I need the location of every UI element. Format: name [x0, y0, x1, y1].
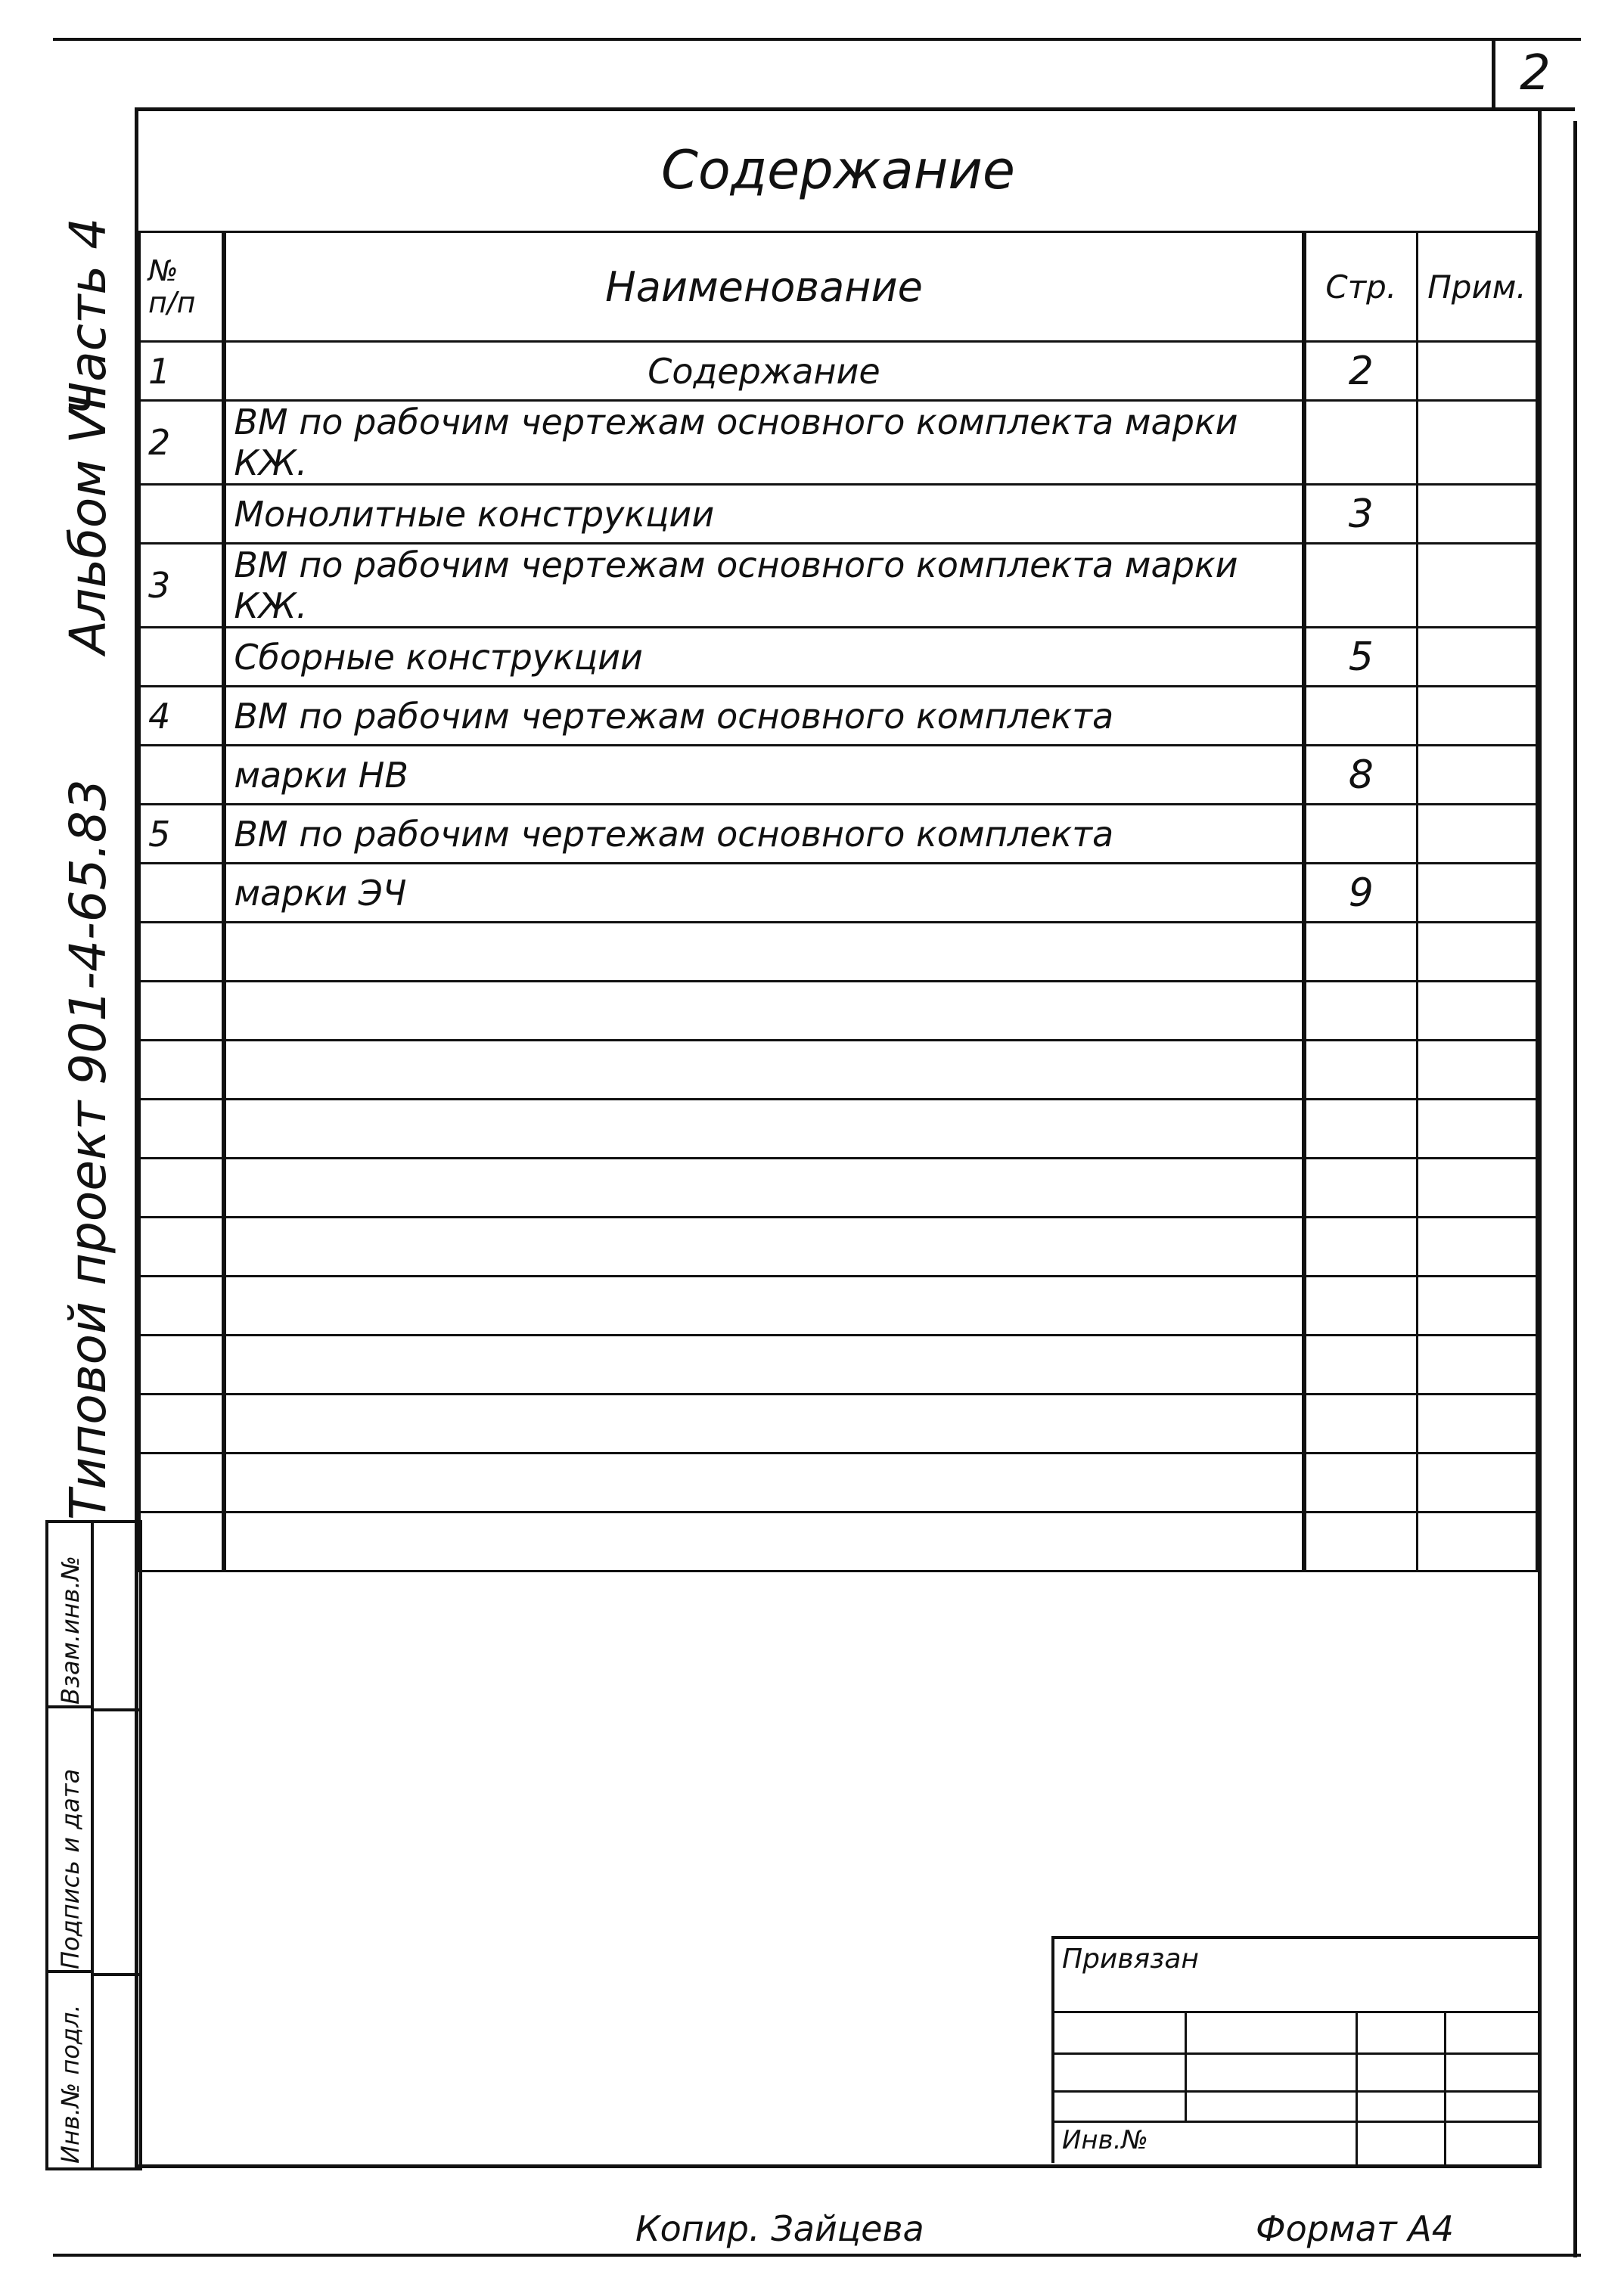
row-name: Содержание	[224, 342, 1303, 401]
title-block-line	[1356, 2011, 1358, 2166]
title-block-line	[1054, 2090, 1539, 2093]
table-row	[140, 1454, 1537, 1513]
table-row	[140, 342, 1537, 401]
table-row	[140, 805, 1537, 864]
row-page	[1304, 1041, 1418, 1100]
stamp-cell-inv-podl	[48, 1973, 94, 2167]
row-name	[224, 1277, 1303, 1336]
table-row	[140, 923, 1537, 982]
row-note	[1418, 1513, 1537, 1572]
row-num: 3	[140, 544, 225, 628]
row-page	[1304, 1159, 1418, 1218]
page-title: Содержание	[661, 139, 1015, 201]
table-row	[140, 401, 1537, 485]
title-block	[1051, 1936, 1538, 2163]
row-note	[1418, 746, 1537, 805]
row-page	[1304, 1395, 1418, 1454]
table-row	[140, 1277, 1537, 1336]
row-page	[1304, 1513, 1418, 1572]
row-page	[1304, 401, 1418, 485]
row-num	[140, 1041, 225, 1100]
format-label: Формат А4	[1256, 2208, 1454, 2249]
sheet-right-border	[1573, 121, 1577, 2257]
sheet-number-box	[1492, 39, 1575, 111]
table-row	[140, 982, 1537, 1041]
row-name	[224, 1336, 1303, 1395]
table-row	[140, 628, 1537, 687]
header-note: Прим.	[1418, 232, 1537, 342]
row-name	[224, 1041, 1303, 1100]
row-name	[224, 1159, 1303, 1218]
row-note	[1418, 1454, 1537, 1513]
row-num	[140, 628, 225, 687]
row-num	[140, 864, 225, 923]
table-row	[140, 1218, 1537, 1277]
row-note	[1418, 1218, 1537, 1277]
table-row	[140, 1336, 1537, 1395]
row-note	[1418, 982, 1537, 1041]
stamp-cell-sign-date	[48, 1708, 94, 1973]
row-num	[140, 982, 225, 1041]
title-block-line	[1054, 2011, 1539, 2013]
title-block-line	[1054, 2121, 1539, 2123]
row-page	[1304, 1277, 1418, 1336]
table-row	[140, 1395, 1537, 1454]
contents-table-body	[140, 342, 1537, 1572]
table-row	[140, 687, 1537, 746]
row-name: марки НВ	[224, 746, 1303, 805]
row-num	[140, 1100, 225, 1159]
sheet-bottom-border	[53, 2254, 1581, 2257]
row-name	[224, 923, 1303, 982]
title-block-line	[1054, 2052, 1539, 2055]
table-row	[140, 485, 1537, 544]
row-page	[1304, 1454, 1418, 1513]
header-name: Наименование	[224, 232, 1303, 342]
title-block-line	[1444, 2011, 1446, 2166]
title-block-privyazan: Привязан	[1062, 1944, 1199, 1975]
row-page	[1304, 1100, 1418, 1159]
table-row	[140, 1041, 1537, 1100]
row-num	[140, 1513, 225, 1572]
row-page	[1304, 687, 1418, 746]
row-note	[1418, 923, 1537, 982]
row-name: ВМ по рабочим чертежам основного комплекта	[224, 805, 1303, 864]
row-page	[1304, 805, 1418, 864]
stamp-divider	[94, 1708, 139, 1711]
row-name: Монолитные конструкции	[224, 485, 1303, 544]
table-header-row	[140, 232, 1537, 342]
contents-table	[138, 231, 1538, 1572]
row-note	[1418, 342, 1537, 401]
row-page: 3	[1304, 485, 1418, 544]
row-page	[1304, 544, 1418, 628]
side-project-title: Типовой проект 901-4-65.83	[59, 779, 117, 1520]
row-page	[1304, 1218, 1418, 1277]
row-note	[1418, 544, 1537, 628]
row-name: ВМ по рабочим чертежам основного комплекта марки КЖ.	[224, 544, 1303, 628]
row-page	[1304, 923, 1418, 982]
row-page: 8	[1304, 746, 1418, 805]
stamp-strip	[45, 1520, 142, 2170]
stamp-inv-podl-label: Инв.№ подл.	[56, 2004, 85, 2164]
row-num	[140, 485, 225, 544]
table-row	[140, 1159, 1537, 1218]
row-name	[224, 1513, 1303, 1572]
stamp-sign-date-label: Подпись и дата	[56, 1768, 85, 1969]
copy-signature: Копир. Зайцева	[635, 2208, 924, 2249]
row-note	[1418, 485, 1537, 544]
row-num: 1	[140, 342, 225, 401]
table-row	[140, 544, 1537, 628]
sheet-number: 2	[1520, 45, 1551, 101]
row-num: 4	[140, 687, 225, 746]
table-row	[140, 1513, 1537, 1572]
sheet-top-border	[53, 38, 1581, 41]
row-note	[1418, 628, 1537, 687]
row-num	[140, 1218, 225, 1277]
row-page: 2	[1304, 342, 1418, 401]
row-num: 5	[140, 805, 225, 864]
title-block-inv-no: Инв.№	[1062, 2125, 1148, 2155]
row-name	[224, 1100, 1303, 1159]
row-note	[1418, 1100, 1537, 1159]
title-block-line	[1185, 2011, 1187, 2121]
row-name	[224, 1395, 1303, 1454]
row-note	[1418, 401, 1537, 485]
row-num	[140, 1454, 225, 1513]
table-row	[140, 864, 1537, 923]
table-row	[140, 746, 1537, 805]
row-name: Сборные конструкции	[224, 628, 1303, 687]
row-num	[140, 1395, 225, 1454]
row-page: 9	[1304, 864, 1418, 923]
row-num	[140, 1159, 225, 1218]
row-page	[1304, 982, 1418, 1041]
side-part: Часть 4	[59, 217, 117, 416]
header-num: № п/п	[140, 232, 225, 342]
row-note	[1418, 805, 1537, 864]
row-note	[1418, 1159, 1537, 1218]
row-name: ВМ по рабочим чертежам основного комплекта	[224, 687, 1303, 746]
stamp-cell-vzam	[48, 1523, 94, 1708]
row-name	[224, 1218, 1303, 1277]
row-page	[1304, 1336, 1418, 1395]
row-name	[224, 1454, 1303, 1513]
row-page: 5	[1304, 628, 1418, 687]
row-note	[1418, 1277, 1537, 1336]
row-num	[140, 1277, 225, 1336]
row-name: ВМ по рабочим чертежам основного комплекта марки КЖ.	[224, 401, 1303, 485]
row-name	[224, 982, 1303, 1041]
stamp-vzam-label: Взам.инв.№	[56, 1556, 85, 1705]
row-num: 2	[140, 401, 225, 485]
row-num	[140, 1336, 225, 1395]
row-note	[1418, 864, 1537, 923]
header-page: Стр.	[1304, 232, 1418, 342]
row-note	[1418, 1336, 1537, 1395]
row-note	[1418, 687, 1537, 746]
row-note	[1418, 1041, 1537, 1100]
stamp-divider	[94, 1973, 139, 1976]
row-name: марки ЭЧ	[224, 864, 1303, 923]
row-num	[140, 923, 225, 982]
row-note	[1418, 1395, 1537, 1454]
table-row	[140, 1100, 1537, 1159]
side-inscription	[15, 106, 129, 1520]
row-num	[140, 746, 225, 805]
side-album: Альбом VI	[59, 395, 117, 654]
